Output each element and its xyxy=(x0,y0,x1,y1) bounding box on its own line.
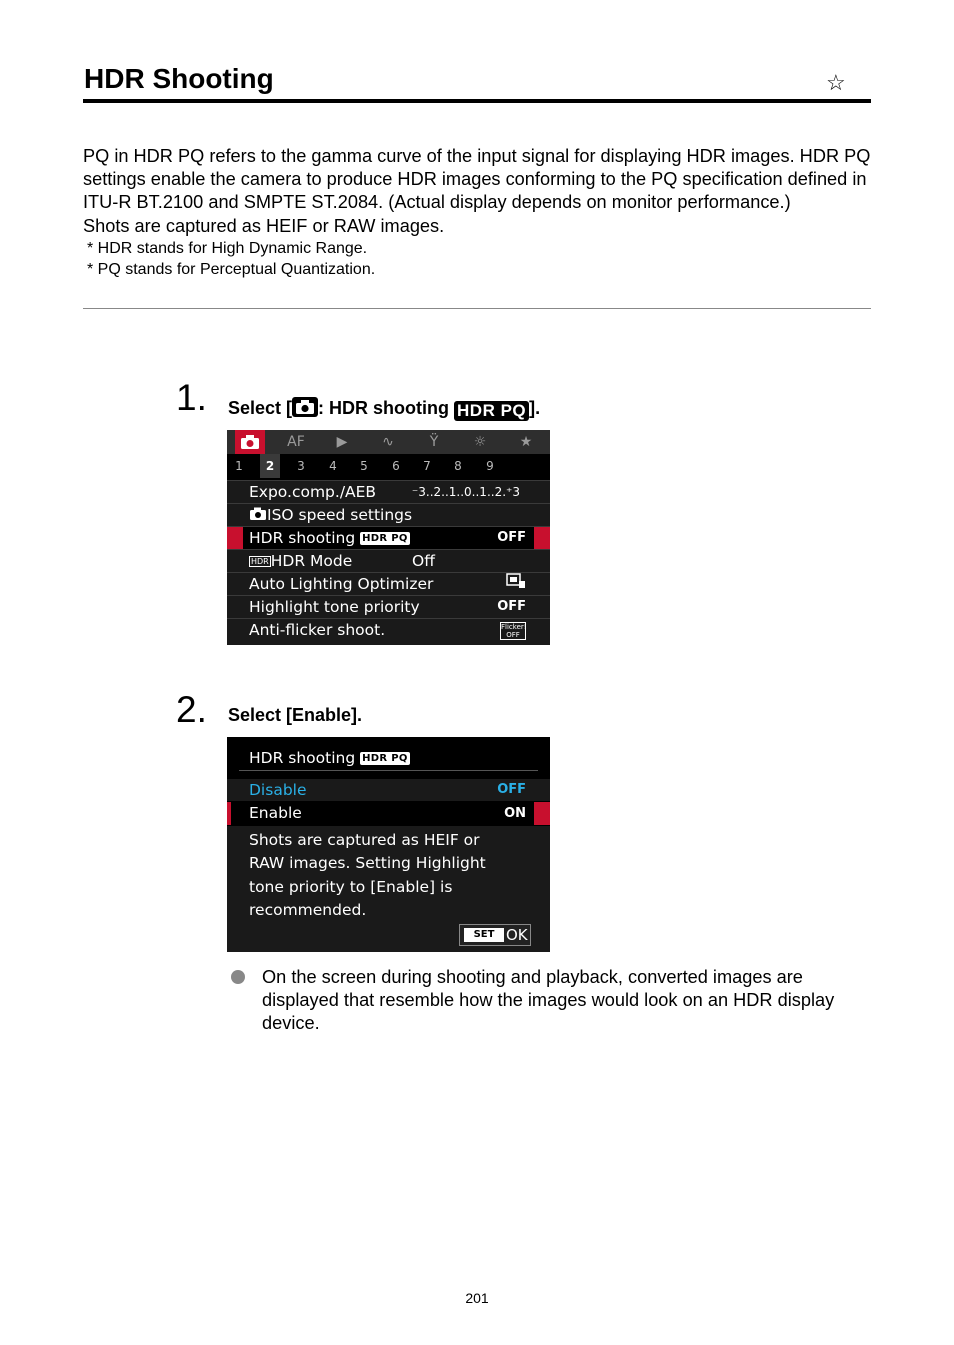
screen-title-text: HDR shooting xyxy=(249,749,356,767)
menu-item-hdr-mode[interactable] xyxy=(227,549,550,572)
menu-item-label: Highlight tone priority xyxy=(249,598,420,616)
menu-item-hdr-shooting[interactable] xyxy=(227,526,550,549)
set-label: SET xyxy=(464,928,504,942)
menu-item-label-wrap xyxy=(249,527,410,549)
menu-tab-bar xyxy=(227,430,550,454)
help-line: tone priority to [Enable] is xyxy=(249,877,453,896)
camera-icon xyxy=(292,397,318,417)
menu-item-auto-lighting-optimizer[interactable] xyxy=(227,572,550,595)
title-divider xyxy=(83,99,871,103)
help-line: recommended. xyxy=(249,900,367,919)
menu-item-highlight-tone-priority[interactable] xyxy=(227,595,550,618)
exposure-scale: ⁻3..2..1..0..1..2.⁺3 xyxy=(411,485,520,499)
menu-item-label: ISO speed settings xyxy=(267,506,413,524)
footnote: * PQ stands for Perceptual Quantization. xyxy=(87,260,376,278)
camera-menu-screen xyxy=(227,430,550,645)
footnote: * HDR stands for High Dynamic Range. xyxy=(87,239,368,257)
tab-my-menu[interactable]: ★ xyxy=(519,434,533,450)
help-line: Shots are captured as HEIF or xyxy=(249,831,480,849)
flicker-off-icon: Flicker! OFF xyxy=(501,623,527,639)
step-instruction: Select [Enable]. xyxy=(228,705,363,725)
tab-playback[interactable]: ▶ xyxy=(336,434,348,450)
page-number[interactable]: 8 xyxy=(454,459,462,473)
step-instruction xyxy=(228,397,540,421)
page-number: 201 xyxy=(465,1290,489,1306)
menu-item-expo-comp[interactable] xyxy=(227,480,550,503)
step-text-suffix: ]. xyxy=(529,398,541,418)
menu-item-anti-flicker[interactable] xyxy=(227,618,550,645)
step-number: 2. xyxy=(176,689,207,730)
alo-icon xyxy=(506,573,526,597)
menu-item-label: Anti-flicker shoot. xyxy=(249,621,386,639)
hdr-shooting-setting-screen xyxy=(227,737,550,952)
camera-icon xyxy=(240,434,260,450)
hdr-icon: HDR xyxy=(251,557,269,566)
title-divider xyxy=(239,770,538,771)
help-line: RAW images. Setting Highlight xyxy=(249,854,486,873)
menu-item-value: OFF xyxy=(497,530,526,545)
option-value: ON xyxy=(504,806,526,821)
hdr-pq-badge: HDR PQ xyxy=(362,533,408,544)
page-number[interactable]: 3 xyxy=(297,459,305,473)
hdr-pq-badge: HDR PQ xyxy=(454,401,529,421)
bullet-icon xyxy=(231,970,245,984)
intro-section xyxy=(83,145,873,280)
tab-custom-functions[interactable]: ☼ xyxy=(473,434,487,450)
page-title: HDR Shooting xyxy=(84,63,274,94)
option-disable[interactable] xyxy=(227,779,550,801)
option-value: OFF xyxy=(497,782,526,797)
screen-title xyxy=(249,747,410,769)
set-ok-button[interactable] xyxy=(459,924,531,946)
page-number[interactable]: 7 xyxy=(423,459,431,473)
option-label: Enable xyxy=(249,804,302,822)
tab-setup[interactable]: Ÿ xyxy=(429,434,439,450)
page-number[interactable]: 2 xyxy=(260,454,280,478)
camera-icon xyxy=(249,507,267,521)
tab-wireless[interactable]: ∿ xyxy=(382,434,394,450)
hdr-pq-badge: HDR PQ xyxy=(362,753,408,764)
intro-paragraph: Shots are captured as HEIF or RAW images. xyxy=(83,215,445,236)
page-number[interactable]: 5 xyxy=(360,459,368,473)
menu-item-label: HDR shooting xyxy=(249,529,356,547)
intro-paragraph: PQ in HDR PQ refers to the gamma curve of the input signal for displaying HDR images. HDR PQ settings enable the camera to produce HDR images conforming to the PQ specification defined in ITU-R BT.2100 and SMPTE ST.2084. (Actual display depends on monitor performance.) xyxy=(83,146,871,213)
menu-page-numbers xyxy=(227,454,550,478)
page-number[interactable]: 6 xyxy=(392,459,400,473)
option-label: Disable xyxy=(249,781,307,799)
page-number[interactable]: 4 xyxy=(329,459,337,473)
star-icon: ☆ xyxy=(826,70,846,95)
ok-label: OK xyxy=(506,926,528,944)
tab-shooting[interactable] xyxy=(235,430,265,454)
menu-item-label: Expo.comp./AEB xyxy=(249,483,377,501)
bullet-text: On the screen during shooting and playback, converted images are displayed that resemble how the images would look on an HDR display device. xyxy=(262,967,835,1034)
menu-item-value: Off xyxy=(412,552,435,570)
intro-divider xyxy=(83,308,871,309)
menu-item-label-wrap xyxy=(249,550,352,572)
menu-item-label: Auto Lighting Optimizer xyxy=(249,575,434,593)
menu-item-value: OFF xyxy=(497,599,526,614)
help-text xyxy=(249,829,486,922)
menu-item-iso-speed[interactable] xyxy=(227,503,550,526)
page-number[interactable]: 9 xyxy=(486,459,494,473)
step-number: 1. xyxy=(176,377,207,418)
option-enable[interactable] xyxy=(227,802,550,825)
menu-item-label: HDR Mode xyxy=(270,552,353,570)
step-text-prefix: Select [ xyxy=(228,398,293,418)
tab-af[interactable]: AF xyxy=(287,434,305,450)
step-text-mid: : HDR shooting xyxy=(318,398,455,418)
page-number[interactable]: 1 xyxy=(235,459,243,473)
menu-item-label-wrap xyxy=(249,504,412,526)
